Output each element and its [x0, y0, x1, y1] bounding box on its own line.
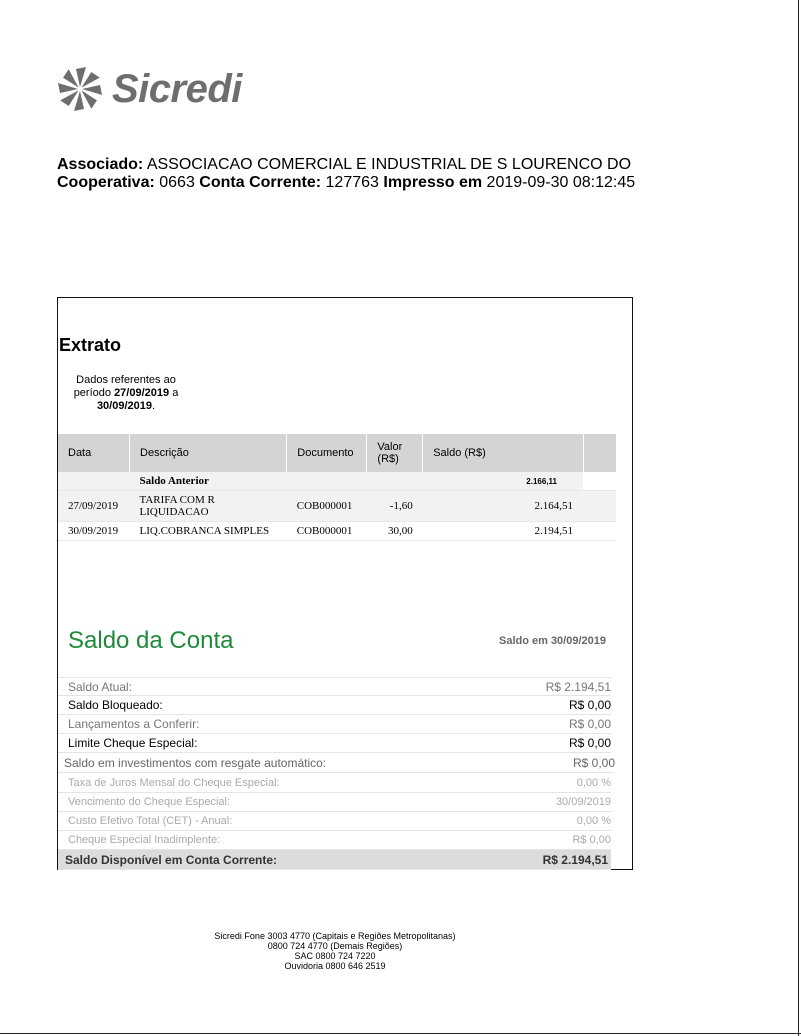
sicredi-pinwheel-icon — [56, 65, 104, 113]
associado-line — [57, 156, 631, 174]
saldo-item — [58, 774, 611, 793]
footer-contacts — [0, 931, 670, 971]
row-data: 30/09/2019 — [58, 522, 130, 541]
saldo-anterior-row — [58, 472, 616, 491]
page-border-bottom — [0, 1033, 801, 1034]
saldo-anterior-label: Saldo Anterior — [130, 472, 287, 491]
saldo-title: Saldo da Conta — [68, 627, 234, 654]
footer-line: Sicredi Fone 3003 4770 (Capitais e Regiões Metropolitanas) — [214, 931, 456, 941]
periodo-inicio: 27/09/2019 — [114, 387, 170, 399]
saldo-item-label: Limite Cheque Especial: — [68, 736, 198, 750]
table-row — [58, 522, 616, 541]
page-border-right — [798, 0, 799, 1036]
conta-value: 127763 — [325, 174, 379, 191]
impresso-label: Impresso em — [383, 174, 483, 191]
periodo-fim: 30/09/2019 — [96, 400, 152, 412]
saldo-item — [58, 696, 611, 715]
row-saldo: 2.194,51 — [423, 522, 583, 541]
account-line — [57, 174, 635, 192]
impresso-value: 2019-09-30 08:12:45 — [486, 174, 636, 191]
brand-name: Sicredi — [112, 66, 242, 111]
row-documento: COB000001 — [287, 522, 367, 541]
sicredi-logo — [56, 62, 242, 116]
periodo-prefix: Dados referentes ao período — [73, 374, 176, 399]
saldo-date: Saldo em 30/09/2019 — [498, 635, 606, 647]
saldo-item-value: 0,00 % — [576, 777, 611, 789]
saldo-anterior-value: 2.166,11 — [423, 472, 583, 491]
saldo-item-label: Cheque Especial Inadimplente: — [68, 834, 221, 846]
periodo-sep: a — [172, 387, 179, 399]
row-data: 27/09/2019 — [58, 491, 130, 522]
saldo-item-value: R$ 0,00 — [568, 698, 611, 712]
col-data: Data — [58, 434, 130, 472]
footer-line: Ouvidoria 0800 646 2519 — [284, 961, 386, 971]
saldo-item-label: Saldo em investimentos com resgate automático: — [64, 756, 327, 770]
saldo-item-label: Saldo Bloqueado: — [68, 698, 163, 712]
saldo-item-value: R$ 0,00 — [568, 736, 611, 750]
saldo-item — [58, 715, 611, 734]
saldo-item — [58, 677, 611, 696]
row-descricao: TARIFA COM R LIQUIDACAO — [130, 491, 287, 522]
saldo-disponivel-label: Saldo Disponível em Conta Corrente: — [65, 852, 278, 867]
extrato-box — [57, 297, 633, 870]
extrato-table — [58, 434, 616, 541]
extrato-title: Extrato — [59, 335, 122, 355]
saldo-item-label: Saldo Atual: — [68, 679, 133, 694]
saldo-item — [58, 754, 615, 773]
saldo-item-value: R$ 0,00 — [568, 717, 611, 731]
saldo-item — [58, 793, 611, 812]
row-descricao: LIQ.COBRANCA SIMPLES — [130, 522, 287, 541]
row-valor: -1,60 — [367, 491, 423, 522]
footer-line: SAC 0800 724 7220 — [294, 951, 376, 961]
associado-value: ASSOCIACAO COMERCIAL E INDUSTRIAL DE S LOURENCO DO — [146, 156, 632, 173]
conta-label: Conta Corrente: — [199, 174, 322, 191]
periodo-text: Dados referentes ao período 27/09/2019 a 30/09/2019. — [73, 374, 179, 412]
saldo-item-label: Lançamentos a Conferir: — [68, 717, 200, 731]
associado-label: Associado: — [57, 156, 144, 173]
row-saldo: 2.164,51 — [423, 491, 583, 522]
saldo-item-value: R$ 0,00 — [572, 834, 611, 846]
table-header — [58, 434, 616, 472]
saldo-item-label: Vencimento do Cheque Especial: — [68, 796, 231, 808]
col-descricao: Descrição — [130, 434, 287, 472]
saldo-item-label: Custo Efetivo Total (CET) - Anual: — [68, 815, 233, 827]
footer-line: 0800 724 4770 (Demais Regiões) — [267, 941, 403, 951]
table-row — [58, 491, 616, 522]
saldo-item-value: R$ 2.194,51 — [545, 679, 611, 694]
saldo-item — [58, 734, 611, 753]
row-valor: 30,00 — [367, 522, 423, 541]
saldo-disponivel-row — [58, 850, 611, 870]
col-documento: Documento — [287, 434, 367, 472]
col-saldo: Saldo (R$) — [423, 434, 583, 472]
saldo-item-label: Taxa de Juros Mensal do Cheque Especial: — [68, 777, 280, 789]
cooperativa-value: 0663 — [159, 174, 195, 191]
saldo-disponivel-value: R$ 2.194,51 — [542, 852, 608, 867]
saldo-item-value: 30/09/2019 — [555, 796, 611, 808]
row-documento: COB000001 — [287, 491, 367, 522]
saldo-item-value: 0,00 % — [576, 815, 611, 827]
cooperativa-label: Cooperativa: — [57, 174, 155, 191]
saldo-item-value: R$ 0,00 — [572, 756, 615, 770]
col-extra — [583, 434, 616, 472]
col-valor: Valor (R$) — [367, 434, 423, 472]
saldo-item — [58, 831, 611, 850]
saldo-item — [58, 812, 611, 831]
